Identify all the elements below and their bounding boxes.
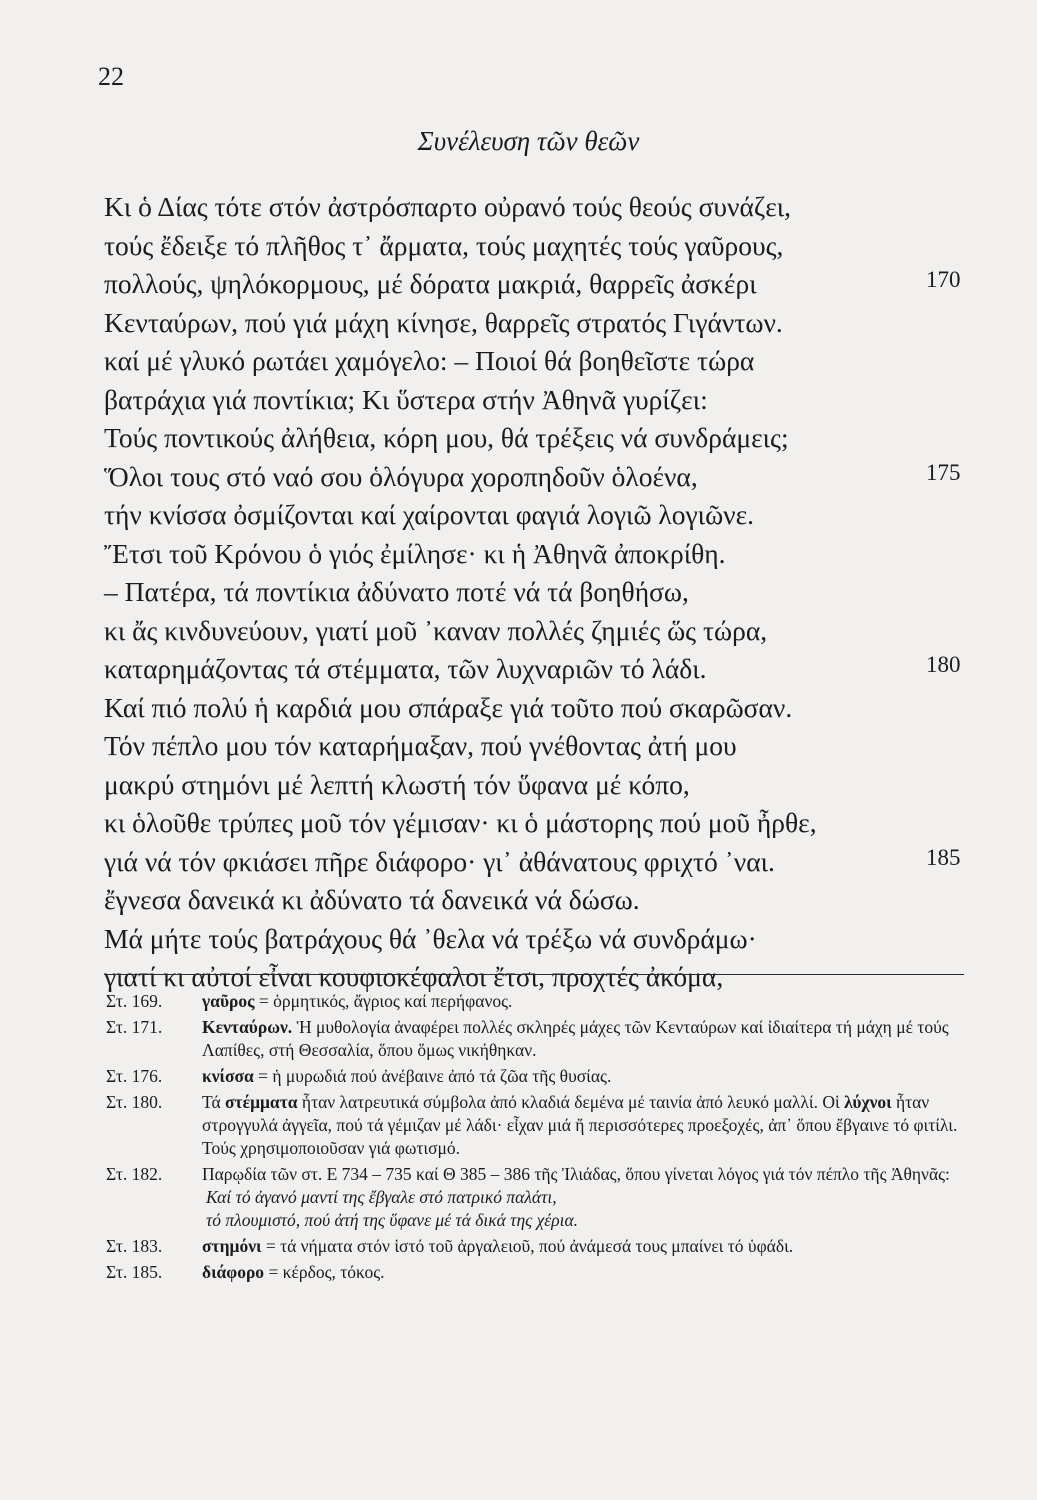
footnote	[106, 1065, 968, 1088]
verse-line	[104, 419, 984, 458]
footnote-definition: = κέρδος, τόκος.	[264, 1262, 385, 1282]
verse-text: Τόν πέπλο μου τόν καταρήμαξαν, πού γνέθοντας ἀτή μου	[104, 730, 737, 761]
verse-text: Τούς ποντικούς ἀλήθεια, κόρη μου, θά τρέξεις νά συνδράμεις;	[104, 422, 789, 453]
footnote-term: κνίσσα	[202, 1066, 254, 1086]
verse-text: Καί πιό πολύ ἡ καρδιά μου σπάραξε γιά τοῦτο πού σκαρῶσαν.	[104, 691, 793, 723]
footnote-definition: = τά νήματα στόν ἱστό τοῦ ἀργαλειοῦ, πού ἀνάμεσά τους μπαίνει τό ὑφάδι.	[261, 1236, 794, 1256]
footnote-reference: Στ. 176.	[106, 1066, 163, 1086]
footnote-reference: Στ. 169.	[106, 991, 163, 1011]
verse-text: κι ἄς κινδυνεύουν, γιατί μοῦ ᾽καναν πολλές ζημιές ὥς τώρα,	[104, 614, 768, 646]
footnote-term: γαῦρος	[202, 991, 255, 1011]
footnote-text	[202, 1235, 968, 1258]
footnotes	[106, 990, 968, 1287]
verse-text: Κι ὁ Δίας τότε στόν ἀστρόσπαρτο οὐρανό τούς θεούς συνάζει,	[104, 191, 792, 222]
verse-line	[104, 689, 984, 728]
verse-text: μακρύ στημόνι μέ λεπτή κλωστή τόν ὕφανα μέ κόπο,	[104, 768, 690, 800]
footnote-term: στέμματα	[225, 1092, 298, 1112]
footnote-definition: ἦταν στρογγυλά ἀγγεῖα, πού τά γέμιζαν μέ λάδι· εἶχαν μιά ἤ περισσότερες προεξοχές, ἀπ᾽ ὅπου ἔβγαινε τό φιτίλι. Τούς χρησιμοποιοῦσαν γιά φωτισμό.	[202, 1092, 958, 1158]
verse-line	[104, 920, 984, 959]
footnote-divider	[104, 974, 964, 975]
footnote-text	[202, 1091, 968, 1160]
verse-text: Ἔτσι τοῦ Κρόνου ὁ γιός ἐμίλησε· κι ἡ Ἀθηνᾶ ἀποκρίθη.	[104, 537, 726, 569]
verse-text: – Πατέρα, τά ποντίκια ἀδύνατο ποτέ νά τά βοηθήσω,	[104, 576, 689, 607]
line-number: 180	[926, 652, 961, 677]
footnote-text	[202, 1163, 968, 1186]
footnote-term: Κενταύρων.	[202, 1017, 293, 1037]
verse-line	[104, 804, 984, 843]
verse-line	[104, 843, 984, 882]
line-number: 170	[926, 267, 961, 292]
footnote-reference: Στ. 182.	[106, 1164, 163, 1184]
footnote-definition: = ἡ μυρωδιά πού ἀνέβαινε ἀπό τά ζῶα τῆς θυσίας.	[253, 1066, 612, 1086]
footnote-text	[202, 990, 968, 1013]
verse-line	[104, 766, 984, 805]
footnote	[106, 1016, 968, 1062]
verse-line	[104, 496, 984, 535]
verse-line	[104, 342, 984, 381]
verse-line	[104, 188, 984, 227]
poem-section-title: Συνέλευση τῶν θεῶν	[417, 126, 640, 156]
footnote-reference: Στ. 185.	[106, 1262, 163, 1282]
verse-line	[104, 227, 984, 266]
verse-text: Μά μήτε τούς βατράχους θά ᾽θελα νά τρέξω νά συνδράμω·	[104, 922, 757, 954]
footnote	[106, 1261, 968, 1284]
poem-verses	[104, 188, 984, 997]
verse-line	[104, 458, 984, 497]
verse-text: τήν κνίσσα ὀσμίζονται καί χαίρονται φαγιά λογιῶ λογιῶνε.	[104, 499, 755, 530]
verse-line	[104, 304, 984, 343]
line-number: 185	[926, 844, 961, 870]
footnote-term: στημόνι	[202, 1236, 262, 1256]
footnote-reference: Στ. 180.	[106, 1092, 163, 1112]
footnote-text	[202, 1065, 968, 1088]
verse-line	[104, 381, 984, 420]
footnote-quote-line: τό πλουμιστό, πού ἀτή της ὕφανε μέ τά δικά της χέρια.	[206, 1210, 579, 1230]
verse-line	[104, 265, 984, 304]
verse-text: ἔγνεσα δανεικά κι ἀδύνατο τά δανεικά νά δώσω.	[104, 884, 640, 915]
line-number: 175	[926, 459, 961, 485]
footnote-term: λύχνοι	[844, 1092, 892, 1112]
footnote	[106, 1163, 968, 1232]
footnote-reference: Στ. 183.	[106, 1236, 163, 1256]
footnote-text	[202, 1261, 968, 1284]
verse-text: κι ὁλοῦθε τρύπες μοῦ τόν γέμισαν· κι ὁ μάστορης πού μοῦ ἦρθε,	[104, 807, 817, 838]
verse-text: πολλούς, ψηλόκορμους, μέ δόρατα μακριά, θαρρεῖς ἀσκέρι	[104, 268, 757, 299]
footnote-definition: ἦταν λατρευτικά σύμβολα ἀπό κλαδιά δεμένα μέ ταινία ἀπό λευκό μαλλί. Οἱ	[297, 1092, 845, 1112]
footnote	[106, 990, 968, 1013]
verse-line	[104, 650, 984, 689]
verse-line	[104, 535, 984, 574]
footnote-term: διάφορο	[202, 1262, 265, 1282]
page-number: 22	[98, 62, 124, 91]
footnote-definition: = ὁρμητικός, ἄγριος καί περήφανος.	[254, 991, 513, 1011]
footnote	[106, 1091, 968, 1160]
footnote-definition: Παρῳδία τῶν στ. Ε 734 – 735 καί Θ 385 – 386 τῆς Ἰλιάδας, ὅπου γίνεται λόγος γιά τόν πέπλο τῆς Ἀθηνᾶς:	[202, 1164, 950, 1184]
footnote-reference: Στ. 171.	[106, 1017, 163, 1037]
footnote-text	[202, 1016, 968, 1062]
verse-text: Κενταύρων, πού γιά μάχη κίνησε, θαρρεῖς στρατός Γιγάντων.	[104, 306, 783, 338]
verse-line	[104, 612, 984, 651]
footnote-quote-line: Καί τό ἀγανό μαντί της ἔβγαλε στό πατρικό παλάτι,	[206, 1187, 557, 1207]
verse-text: καί μέ γλυκό ρωτάει χαμόγελο: – Ποιοί θά βοηθεῖστε τώρα	[104, 345, 755, 376]
verse-text: καταρημάζοντας τά στέμματα, τῶν λυχναριῶν τό λάδι.	[104, 653, 707, 684]
verse-line	[104, 727, 984, 766]
verse-text: Ὅλοι τους στό ναό σου ὁλόγυρα χοροπηδοῦν ὁλοένα,	[104, 460, 698, 492]
verse-line	[104, 573, 984, 612]
footnote	[106, 1235, 968, 1258]
verse-text: γιατί κι αὐτοί εἶναι κουφιοκέφαλοι ἔτσι, προχτές ἀκόμα,	[104, 961, 724, 992]
verse-line	[104, 881, 984, 920]
verse-text: τούς ἔδειξε τό πλῆθος τ᾽ ἄρματα, τούς μαχητές τούς γαῦρους,	[104, 229, 784, 261]
verse-text: γιά νά τόν φκιάσει πῆρε διάφορο· γι᾽ ἀθάνατους φριχτό ᾽ναι.	[104, 845, 775, 877]
verse-text: βατράχια γιά ποντίκια; Κι ὕστερα στήν Ἀθηνᾶ γυρίζει:	[104, 383, 708, 415]
footnote-prefix: Τά	[202, 1092, 226, 1112]
footnote-definition: Ἡ μυθολογία ἀναφέρει πολλές σκληρές μάχες τῶν Κενταύρων καί ἰδιαίτερα τή μάχη μέ τούς Λαπίθες, στή Θεσσαλία, ὅπου ὅμως νικήθηκαν.	[202, 1017, 949, 1060]
